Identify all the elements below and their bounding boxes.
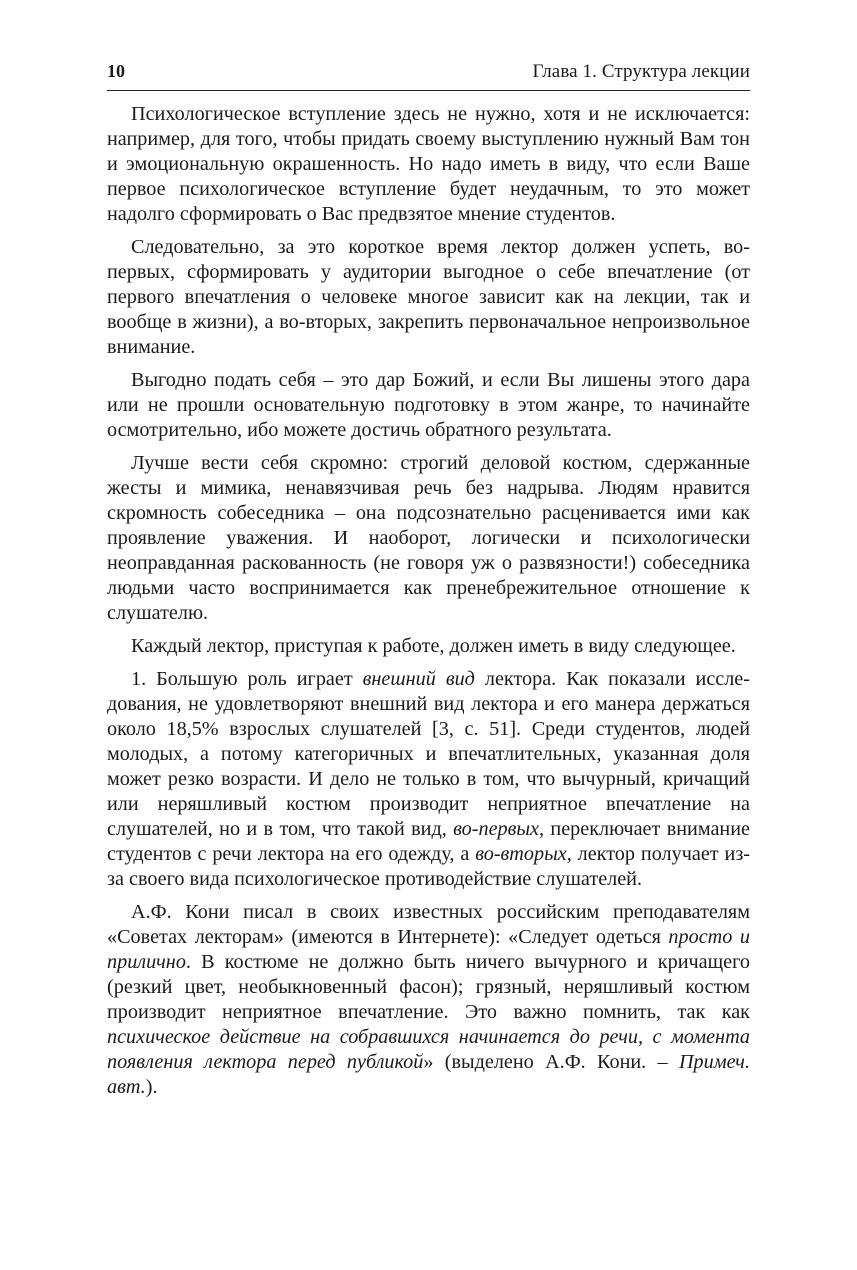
page-number: 10 bbox=[107, 61, 125, 81]
text-run: лектора. Как показали исследования, не удовлетворяют внешний вид лектора и его манера держаться около 18,5% взрослых слушателей [3, с. 51]. Среди студентов, людей молодых, а потому категоричных и впечатлительных, указанная доля может резко возрасти. И дело не только в том, что вычурный, кричащий или неряшливый костюм производит неприятное впечатление на слушателей, но и в том, что такой вид, bbox=[107, 668, 751, 840]
text-run: Лучше вести себя скромно: строгий деловой костюм, сдержанные жесты и мимика, ненавязчивая речь без надрыва. Людям нравится скромность собеседника – она подсознательно расценивается ими как проявление уважения. И наоборот, логически и психологически неоправданная раскованность (не говоря уж о развязности!) собеседника людьми часто воспринимается как пренебрежительное отношение к слушателю. bbox=[107, 452, 750, 624]
text-run: переключает внимание студентов с речи лектора на его одежду, а bbox=[107, 818, 750, 865]
text-run: ). bbox=[145, 1076, 158, 1098]
italic-text: внешний вид bbox=[362, 668, 475, 690]
text-run: лектор получает из-за своего вида психологическое противодействие слушателей. bbox=[107, 843, 751, 890]
paragraph bbox=[107, 900, 750, 1100]
paragraph bbox=[107, 451, 750, 626]
body-text bbox=[107, 102, 750, 1100]
paragraph bbox=[107, 667, 750, 892]
paragraph bbox=[107, 235, 750, 360]
chapter-title: Глава 1. Структура лекции bbox=[532, 61, 750, 82]
italic-text: психическое действие на собравшихся начинается до речи, с момента появления лектора перед публикой bbox=[107, 1026, 750, 1073]
text-run: Следовательно, за это короткое время лектор должен успеть, во-первых, сформировать у аудитории выгодное о себе впечатление (от первого впечатления о человеке многое зависит как на лекции, так и вообще в жизни), а во-вторых, закрепить первоначальное непроизвольное внимание. bbox=[107, 236, 750, 358]
text-run: А.Ф. Кони писал в своих известных российским преподавателям «Советах лекторам» (имеются в Интернете): «Следует одеться bbox=[107, 901, 750, 948]
text-run: 1. Большую роль играет bbox=[131, 668, 363, 690]
italic-text: во-вторых, bbox=[475, 843, 572, 865]
book-page bbox=[107, 56, 750, 1108]
paragraph bbox=[107, 368, 750, 443]
text-run: Психологическое вступление здесь не нужно, хотя и не исключается: например, для того, чтобы придать своему выступлению нужный Вам тон и эмоциональную окрашенность. Но надо иметь в виду, что если Ваше первое психологическое вступление будет неудачным, то это может надолго сформировать о Вас предвзятое мнение студентов. bbox=[107, 103, 750, 225]
italic-text: во-первых, bbox=[453, 818, 545, 840]
italic-text: просто и прилично bbox=[107, 926, 750, 973]
running-header bbox=[107, 56, 750, 91]
paragraph bbox=[107, 634, 750, 659]
text-run: Выгодно подать себя – это дар Божий, и если Вы лишены этого дара или не прошли основательную подготовку в этом жанре, то начинайте осмотрительно, ибо можете достичь обратного результата. bbox=[107, 369, 750, 441]
paragraph bbox=[107, 102, 750, 227]
italic-text: Примеч. авт. bbox=[107, 1051, 750, 1098]
text-run: . В костюме не должно быть ничего вычурного и кричащего (резкий цвет, необыкновенный фасон); грязный, неряшливый костюм производит неприятное впечатление. Это важно помнить, так как bbox=[107, 951, 750, 1023]
text-run: Каждый лектор, приступая к работе, должен иметь в виду следующее. bbox=[131, 635, 736, 657]
text-run: » (выделено А.Ф. Кони. – bbox=[423, 1051, 679, 1073]
